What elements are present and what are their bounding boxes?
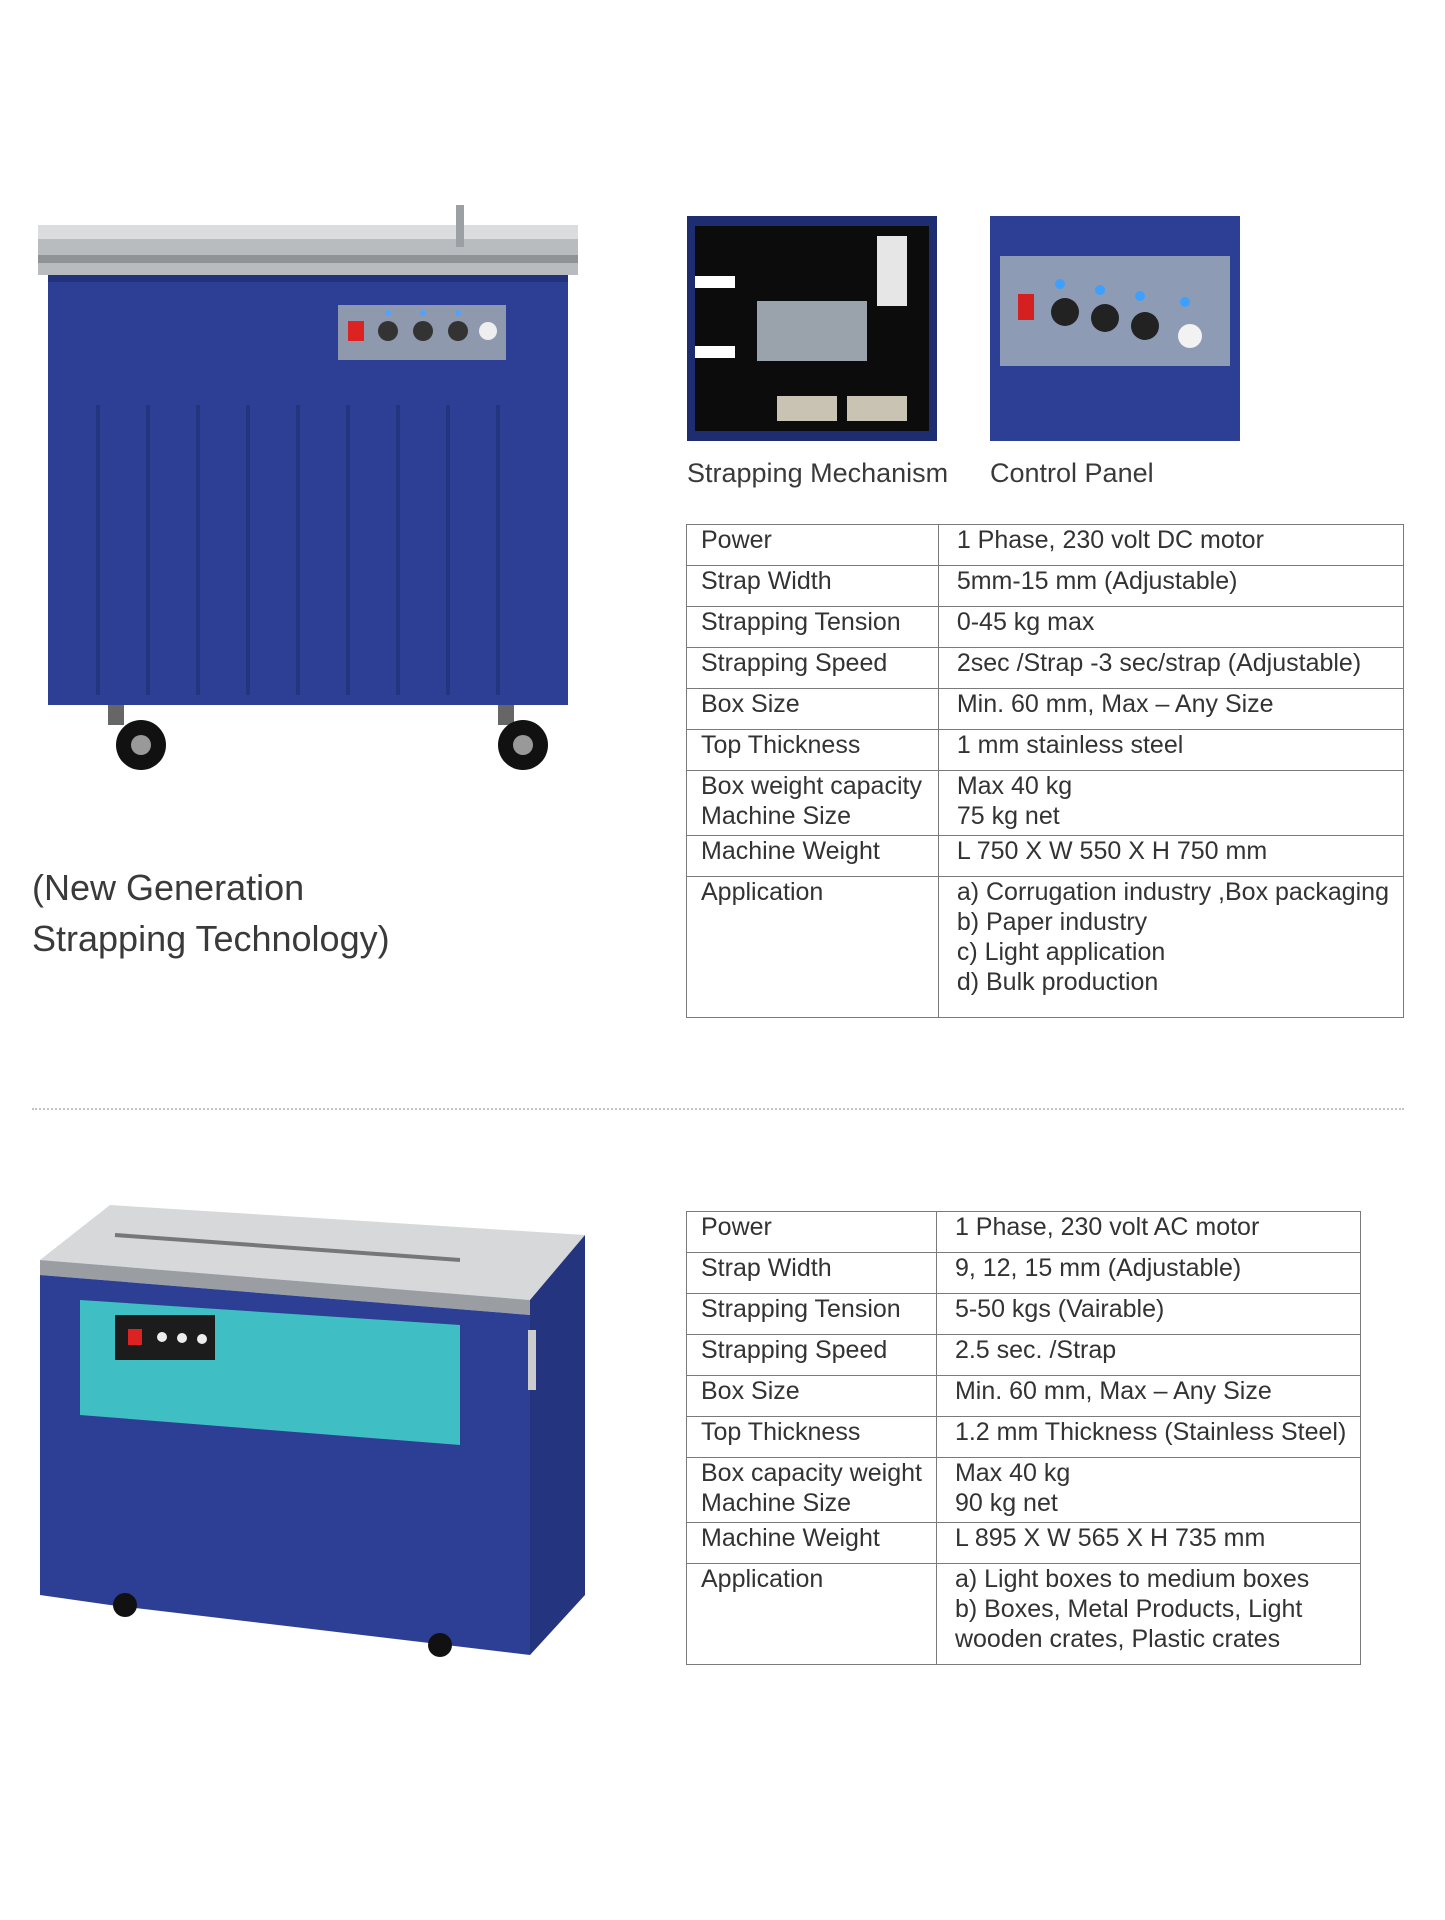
spec-label: Box Size: [687, 689, 939, 730]
spec-value: Min. 60 mm, Max – Any Size: [936, 1376, 1360, 1417]
section-divider: [32, 1108, 1404, 1110]
table-row: [687, 1523, 1361, 1564]
thumbnail-caption-strapping-mechanism: Strapping Mechanism: [687, 458, 949, 488]
table-row: [687, 730, 1404, 771]
spec-label: Power: [687, 525, 939, 566]
spec-label: Box Size: [687, 1376, 937, 1417]
table-row: [687, 1335, 1361, 1376]
tagline: [32, 862, 390, 964]
spec-label: Box weight capacity Machine Size: [687, 771, 939, 836]
spec-value: a) Light boxes to medium boxes b) Boxes, Metal Products, Light wooden crates, Plastic crates: [936, 1564, 1360, 1665]
spec-value: Min. 60 mm, Max – Any Size: [938, 689, 1403, 730]
table-row: [687, 1376, 1361, 1417]
table-row: [687, 1458, 1361, 1523]
spec-value: 9, 12, 15 mm (Adjustable): [936, 1253, 1360, 1294]
spec-value: 1 Phase, 230 volt AC motor: [936, 1212, 1360, 1253]
spec-value: 1 Phase, 230 volt DC motor: [938, 525, 1403, 566]
spec-label: Box capacity weight Machine Size: [687, 1458, 937, 1523]
spec-value: L 895 X W 565 X H 735 mm: [936, 1523, 1360, 1564]
spec-label: Application: [687, 1564, 937, 1665]
table-row: [687, 689, 1404, 730]
table-row: [687, 607, 1404, 648]
table-row: [687, 648, 1404, 689]
spec-label: Strapping Speed: [687, 648, 939, 689]
spec-table-1: [686, 524, 1404, 1018]
tagline-line-2: Strapping Technology): [32, 918, 390, 959]
control-panel-image: [990, 216, 1240, 441]
table-row: [687, 1417, 1361, 1458]
table-row: [687, 525, 1404, 566]
spec-label: Application: [687, 877, 939, 1018]
spec-value: Max 40 kg 75 kg net: [938, 771, 1403, 836]
spec-value: 5-50 kgs (Vairable): [936, 1294, 1360, 1335]
spec-label: Machine Weight: [687, 836, 939, 877]
spec-label: Top Thickness: [687, 1417, 937, 1458]
table-row: [687, 1212, 1361, 1253]
spec-value: Max 40 kg 90 kg net: [936, 1458, 1360, 1523]
spec-value: 1.2 mm Thickness (Stainless Steel): [936, 1417, 1360, 1458]
table-row: [687, 1294, 1361, 1335]
spec-label: Strapping Tension: [687, 607, 939, 648]
spec-label: Strapping Tension: [687, 1294, 937, 1335]
spec-label: Strapping Speed: [687, 1335, 937, 1376]
spec-value: L 750 X W 550 X H 750 mm: [938, 836, 1403, 877]
tagline-line-1: (New Generation: [32, 867, 305, 908]
strapping-machine-1-image: [38, 205, 578, 775]
table-row: [687, 566, 1404, 607]
spec-value: 2sec /Strap -3 sec/strap (Adjustable): [938, 648, 1403, 689]
table-row: [687, 836, 1404, 877]
spec-value: 2.5 sec. /Strap: [936, 1335, 1360, 1376]
strapping-machine-2-image: [30, 1205, 585, 1665]
spec-value: 0-45 kg max: [938, 607, 1403, 648]
spec-label: Strap Width: [687, 1253, 937, 1294]
spec-table-2: [686, 1211, 1361, 1665]
spec-label: Top Thickness: [687, 730, 939, 771]
table-row: [687, 1253, 1361, 1294]
spec-value: 5mm-15 mm (Adjustable): [938, 566, 1403, 607]
thumbnail-caption-control-panel: Control Panel: [990, 458, 1154, 488]
strapping-mechanism-image: [687, 216, 937, 441]
table-row: [687, 1564, 1361, 1665]
spec-label: Machine Weight: [687, 1523, 937, 1564]
table-row: [687, 771, 1404, 836]
spec-label: Strap Width: [687, 566, 939, 607]
table-row: [687, 877, 1404, 1018]
spec-value: 1 mm stainless steel: [938, 730, 1403, 771]
spec-value: a) Corrugation industry ,Box packaging b) Paper industry c) Light application d) Bulk production: [938, 877, 1403, 1018]
spec-label: Power: [687, 1212, 937, 1253]
